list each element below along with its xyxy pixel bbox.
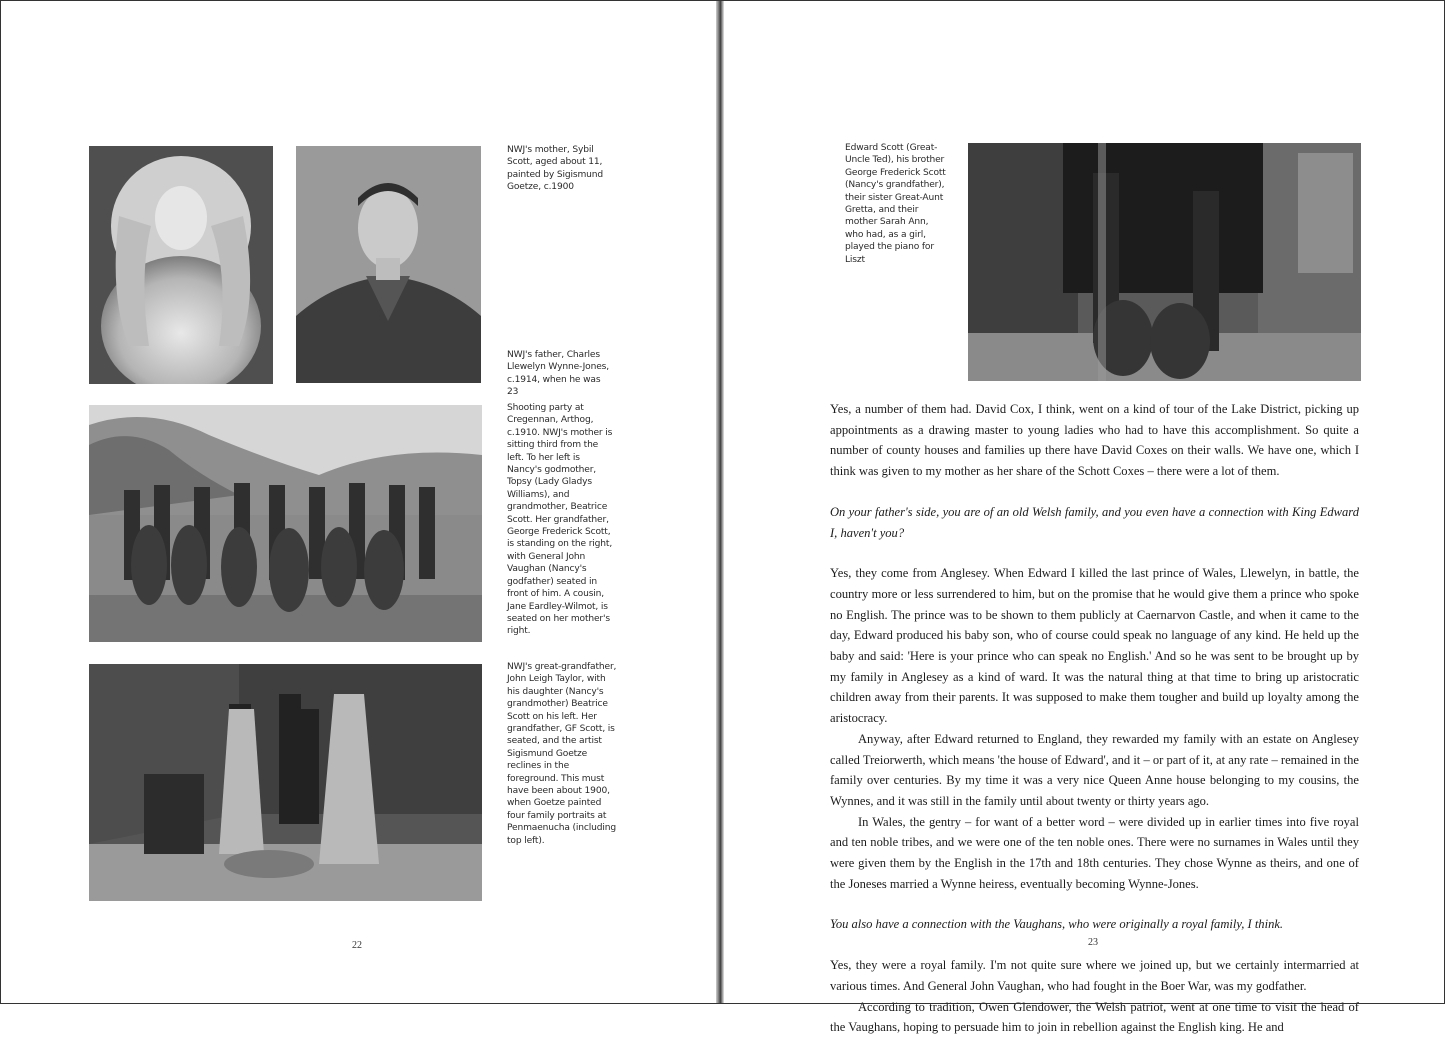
paragraph-anglesey: Yes, they come from Anglesey. When Edward I killed the last prince of Wales, Llewelyn, in battle, the country more or less surrendered to him, but on the promise that he would give them a prince who spoke no English. The prince was to be shown to them publicly at Caernarvon Castle, and when it came to the day, Edward produced his baby son, who of course could speak no language of any kind. He held up the baby and said: 'Here is your prince who can speak no English.' And so he was sent to be brought up by my family in Anglesey as a kind of ward. It was the natural thing at that time to bring up aristocratic children away from their parents. It was supposed to make them tougher and build up loyalty among the aristocracy. bbox=[830, 566, 1359, 726]
family-porch-photo bbox=[968, 143, 1361, 381]
left-page bbox=[0, 0, 716, 1004]
left-page-number: 22 bbox=[352, 940, 362, 951]
caption-sybil: NWJ's mother, Sybil Scott, aged about 11, painted by Sigismund Goetze, c.1900 bbox=[507, 145, 603, 193]
caption-edward-scott: Edward Scott (Great-Uncle Ted), his brother George Frederick Scott (Nancy's grandfather), their sister Great-Aunt Gretta, and their mother Sarah Ann, who had, as a girl, played the piano for Liszt bbox=[845, 143, 946, 265]
paragraph-gentry: In Wales, the gentry – for want of a better word – were divided up in earlier times into five royal and ten noble tribes, and we were one of the ten noble ones. There were no surnames in Wales until they were given them by the English in the 17th and 18th centuries. They chose Wynne as theirs, and one of the Joneses married a Wynne heiress, eventually becoming Wynne-Jones. bbox=[830, 814, 1359, 891]
paragraph-glendower: According to tradition, Owen Glendower, the Welsh patriot, went at one time to visit the head of the Vaughans, hoping to persuade him to join in rebellion against the English king. He and bbox=[830, 999, 1359, 1035]
shooting-party-photo bbox=[89, 405, 482, 642]
caption-taylor: NWJ's great-grandfather, John Leigh Taylor, with his daughter (Nancy's grandmother) Beatrice Scott on his left. Her grandfather, GF Scott, is seated, and the artist Sigismund Goetze reclines in the foreground. This must have been about 1900, when Goetze painted four family portraits at Penmaenucha (including top left). bbox=[507, 662, 617, 846]
book-gutter bbox=[716, 0, 724, 1004]
soldier-portrait-photo bbox=[296, 146, 481, 383]
right-page-number: 23 bbox=[1088, 937, 1098, 948]
paragraph-treiorwerth: Anyway, after Edward returned to England, they rewarded my family with an estate on Anglesey called Treiorwerth, which means 'the house of Edward', and it – or part of it, at any rate – remained in the family over centuries. By my time it was a very nice Queen Anne house belonging to my cousins, the Wynnes, and it was still in the family until about twenty or thirty years ago. bbox=[830, 731, 1359, 808]
portrait-painting-photo bbox=[89, 146, 273, 384]
paragraph-royal-family: Yes, they were a royal family. I'm not quite sure where we joined up, but we certainly intermarried at various times. And General John Vaughan, who had fought in the Boer War, was my godfather. bbox=[830, 958, 1359, 993]
paragraph-answer-cox: Yes, a number of them had. David Cox, I think, went on a kind of tour of the Lake District, picking up appointments as a drawing master to young ladies who had to have this accomplishment. So quite a number of county houses and families up there have David Coxes on their walls. We have one, which I think was given to my mother as her share of the Schott Coxes – there were a lot of them. bbox=[830, 402, 1359, 479]
question-vaughans: You also have a connection with the Vaughans, who were originally a royal family, I think. bbox=[830, 917, 1284, 932]
interview-text bbox=[830, 399, 1359, 1038]
question-welsh-family: On your father's side, you are of an old Welsh family, and you even have a connection with King Edward I, haven't you? bbox=[830, 504, 1359, 540]
caption-charles: NWJ's father, Charles Llewelyn Wynne-Jones, c.1914, when he was 23 bbox=[507, 350, 609, 398]
garden-group-photo bbox=[89, 664, 482, 901]
caption-shooting-party: Shooting party at Cregennan, Arthog, c.1910. NWJ's mother is sitting third from the left. To her left is Nancy's godmother, Topsy (Lady Gladys Williams), and grandmother, Beatrice Scott. Her grandfather, George Frederick Scott, is standing on the right, with General John Vaughan (Nancy's godfather) seated in front of him. A cousin, Jane Eardley-Wilmot, is seated on her mother's right. bbox=[507, 403, 613, 637]
